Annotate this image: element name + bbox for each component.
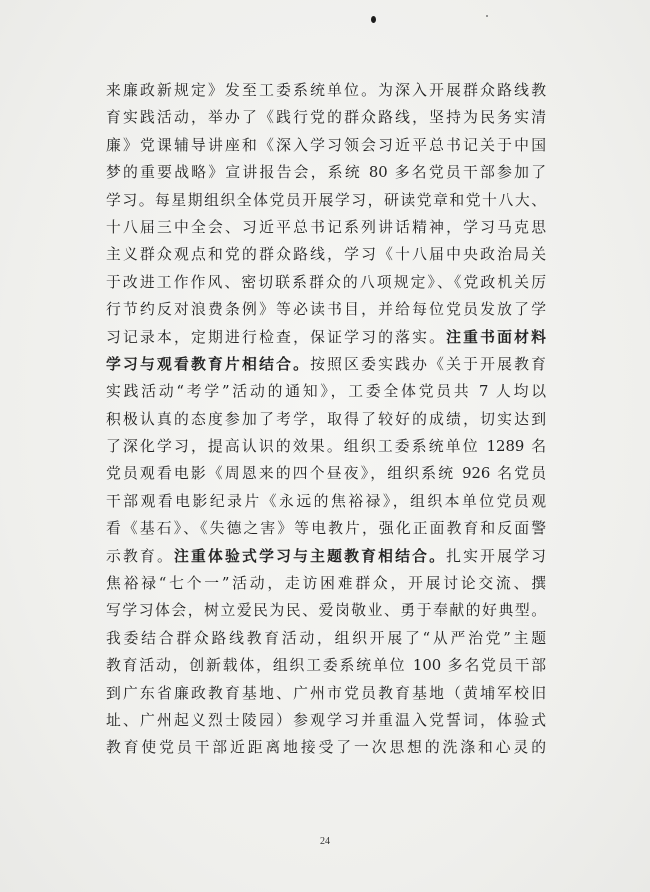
text-segment: 梦的重要战略》宣讲报告会，系统 80 多名党员干部参加了 [106,164,546,182]
text-line [106,324,546,351]
scan-speck [371,16,376,23]
text-line [106,597,546,624]
text-segment: 廉》党课辅导讲座和《深入学习领会习近平总书记关于中国 [106,136,546,154]
text-segment: 了深化学习，提高认识的效果。组织工委系统单位 1289 名 [106,438,546,456]
text-line [106,515,546,542]
bold-heading-text: 学习与观看教育片相结合。 [106,355,311,373]
text-line [106,241,546,268]
scan-speck-small [486,15,488,17]
text-line [106,296,546,323]
text-segment: 到广东省廉政教育基地、广州市党员教育基地（黄埔军校旧 [106,684,546,702]
text-segment: 党员观看电影《周恩来的四个昼夜》，组织系统 926 名党员 [106,465,546,483]
text-segment: 学习。每星期组织全体党员开展学习，研读党章和党十八大、 [106,191,546,209]
text-segment: 我委结合群众路线教育活动，组织开展了“从严治党”主题 [106,629,546,647]
text-segment: 育实践活动，举办了《践行党的群众路线，坚持为民务实清 [106,109,546,127]
text-segment: 十八届三中全会、习近平总书记系列讲话精神，学习马克思 [106,218,546,236]
text-line [106,77,546,104]
text-segment: 焦裕禄“七个一”活动，走访困难群众，开展讨论交流、撰 [106,575,546,593]
text-segment: 于改进工作作风、密切联系群众的八项规定》、《党政机关厉 [106,273,546,291]
text-segment: 主义群众观点和党的群众路线，学习《十八届中央政治局关 [106,246,546,264]
text-segment: 址、广州起义烈士陵园）参观学习并重温入党誓词，体验式 [106,711,546,729]
text-segment: 积极认真的态度参加了考学，取得了较好的成绩，切实达到 [106,410,546,428]
text-line [106,187,546,214]
text-segment: 实践活动“考学”活动的通知》，工委全体党员共 7 人均以 [106,383,546,401]
body-text [106,77,546,762]
text-segment: 教育活动，创新载体，组织工委系统单位 100 多名党员干部 [106,657,546,675]
text-line [106,652,546,679]
text-line [106,104,546,131]
text-line [106,378,546,405]
text-line [106,707,546,734]
text-line [106,734,546,761]
text-segment: 示教育。 [106,547,175,565]
text-segment: 教育使党员干部近距离地接受了一次思想的洗涤和心灵的 [106,739,546,757]
text-line [106,570,546,597]
text-segment: 看《基石》、《失德之害》等电教片，强化正面教育和反面警 [106,520,546,538]
text-line [106,543,546,570]
text-segment: 习记录本，定期进行检查，保证学习的落实。 [106,328,447,346]
text-line [106,351,546,378]
text-line [106,680,546,707]
text-line [106,269,546,296]
text-line [106,406,546,433]
text-line [106,132,546,159]
bold-heading-text: 注重体验式学习与主题教育相结合。 [174,547,447,565]
text-segment: 写学习体会，树立爱民为民、爱岗敬业、勇于奉献的好典型。 [106,602,546,620]
text-segment: 干部观看电影纪录片《永远的焦裕禄》，组织本单位党员观 [106,492,546,510]
text-line [106,625,546,652]
text-line [106,433,546,460]
text-line [106,159,546,186]
text-line [106,460,546,487]
page-number: 24 [320,836,330,847]
text-segment: 行节约反对浪费条例》等必读书目，并给每位党员发放了学 [106,301,546,319]
text-line [106,214,546,241]
bold-heading-text: 注重书面材料 [446,328,546,346]
text-segment: 扎实开展学习 [446,547,546,565]
text-line [106,488,546,515]
text-segment: 按照区委实践办《关于开展教育 [310,355,546,373]
text-segment: 来廉政新规定》发至工委系统单位。为深入开展群众路线教 [106,82,546,99]
